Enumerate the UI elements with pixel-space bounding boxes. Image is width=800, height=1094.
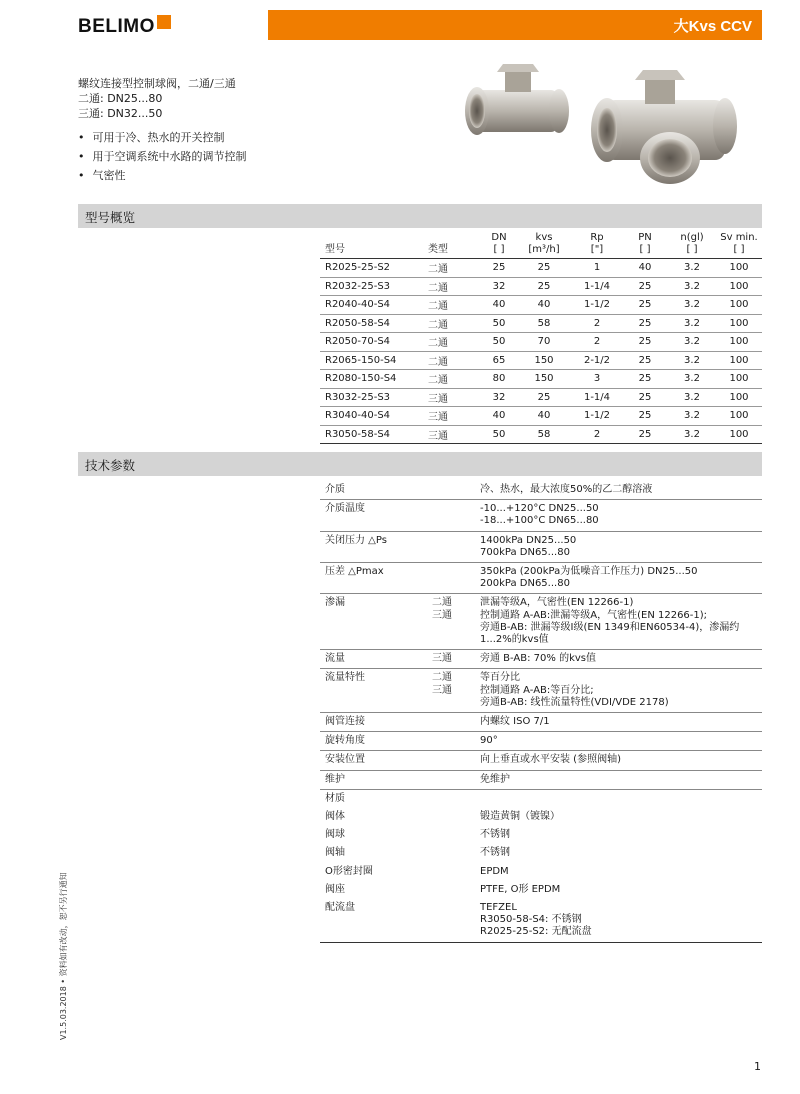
- table-cell: 3: [572, 370, 622, 389]
- page-number: 1: [754, 1060, 761, 1073]
- column-header: Rp ["]: [572, 232, 622, 259]
- table-cell: R2032-25-S3: [320, 277, 428, 296]
- tech-label: 安装位置: [325, 754, 365, 766]
- tech-row: [320, 669, 762, 713]
- table-cell: 3.2: [668, 388, 716, 407]
- table-row: [320, 351, 762, 370]
- table-cell: 100: [716, 388, 762, 407]
- tech-row: [320, 532, 762, 563]
- tech-type: [432, 503, 480, 527]
- tech-value: 锻造黄铜（镀镍）: [480, 811, 560, 823]
- table-cell: 25: [482, 259, 516, 278]
- tech-type: [432, 566, 480, 590]
- tech-value: TEFZEL R3050-58-S4: 不锈钢 R2025-25-S2: 无配流盘: [480, 902, 592, 938]
- table-cell: 1: [572, 259, 622, 278]
- tech-row: [320, 881, 762, 899]
- table-cell: 三通: [428, 407, 482, 426]
- table-cell: 3.2: [668, 277, 716, 296]
- table-row: [320, 277, 762, 296]
- table-cell: 二通: [428, 370, 482, 389]
- table-row: [320, 259, 762, 278]
- tech-value: 1400kPa DN25...50 700kPa DN65...80: [480, 534, 577, 558]
- tech-row: [320, 563, 762, 594]
- column-header: 类型: [428, 232, 482, 259]
- table-cell: 150: [516, 370, 572, 389]
- table-cell: 2: [572, 333, 622, 352]
- table-cell: 二通: [428, 314, 482, 333]
- column-header: Sv min. [ ]: [716, 232, 762, 259]
- table-cell: R3050-58-S4: [320, 425, 428, 444]
- tech-label: 关闭压力 △Ps: [325, 534, 387, 546]
- tech-value: 不锈钢: [480, 829, 510, 841]
- table-cell: 25: [622, 425, 668, 444]
- tech-label: 材质: [325, 792, 345, 804]
- table-cell: 25: [622, 407, 668, 426]
- intro-line: 三通: DN32...50: [78, 107, 163, 120]
- table-cell: 二通: [428, 259, 482, 278]
- tech-label: 阀体: [325, 811, 345, 823]
- tech-value: 不锈钢: [480, 847, 510, 859]
- section-header-overview: 型号概览: [78, 204, 762, 228]
- table-header-row: [320, 232, 762, 259]
- feature-item: • 用于空调系统中水路的调节控制: [78, 147, 247, 166]
- table-cell: R2050-58-S4: [320, 314, 428, 333]
- table-cell: 32: [482, 277, 516, 296]
- tech-label: 阀轴: [325, 847, 345, 859]
- table-cell: 1-1/4: [572, 388, 622, 407]
- table-cell: 3.2: [668, 333, 716, 352]
- tech-type: [432, 847, 480, 859]
- tech-label: O形密封圈: [325, 865, 373, 877]
- table-cell: 70: [516, 333, 572, 352]
- page-title: 大Kvs CCV: [268, 10, 762, 40]
- tech-type: [432, 884, 480, 896]
- tech-row: [320, 713, 762, 732]
- tech-label: 流量特性: [325, 672, 365, 684]
- intro-line: 螺纹连接型控制球阀，二通/三通: [78, 77, 236, 90]
- tech-type: [432, 735, 480, 747]
- tech-value: 冷、热水，最大浓度50%的乙二醇溶液: [480, 484, 653, 495]
- table-cell: R2080-150-S4: [320, 370, 428, 389]
- table-row: [320, 425, 762, 444]
- table-cell: R2050-70-S4: [320, 333, 428, 352]
- table-cell: 100: [716, 277, 762, 296]
- table-cell: 25: [622, 388, 668, 407]
- table-cell: 三通: [428, 425, 482, 444]
- tech-row: [320, 899, 762, 943]
- table-cell: 3.2: [668, 314, 716, 333]
- table-row: [320, 333, 762, 352]
- table-cell: 65: [482, 351, 516, 370]
- table-cell: 1-1/4: [572, 277, 622, 296]
- belimo-logo: BELIMO: [78, 16, 171, 38]
- tech-row: [320, 771, 762, 790]
- tech-value: [480, 793, 762, 805]
- table-cell: 1-1/2: [572, 407, 622, 426]
- table-cell: 2: [572, 314, 622, 333]
- tech-value: PTFE, O形 EPDM: [480, 883, 561, 895]
- valve-product-image: [455, 60, 755, 190]
- table-cell: 25: [516, 259, 572, 278]
- table-cell: 25: [516, 277, 572, 296]
- table-row: [320, 407, 762, 426]
- tech-value: 向上垂直或水平安装 (参照阀轴): [480, 754, 621, 766]
- column-header: 型号: [320, 232, 428, 259]
- tech-label: 阀球: [325, 829, 345, 841]
- table-cell: 40: [516, 407, 572, 426]
- tech-value: 旁通 B-AB: 70% 的kvs值: [480, 653, 597, 665]
- intro-text: [78, 76, 236, 121]
- tech-row: [320, 650, 762, 669]
- tech-value: 等百分比 控制通路 A-AB:等百分比; 旁通B-AB: 线性流量特性(VDI/VDE 2178): [480, 672, 669, 708]
- table-cell: 3.2: [668, 370, 716, 389]
- intro-line: 二通: DN25...80: [78, 92, 163, 105]
- tech-value: 泄漏等级A，气密性(EN 12266-1) 控制通路 A-AB:泄漏等级A，气密性(EN 12266-1); 旁通B-AB: 泄漏等级I级(EN 1349和EN60534-4)，渗漏约 1...2%的kvs值: [480, 597, 740, 646]
- table-row: [320, 388, 762, 407]
- table-cell: 25: [622, 277, 668, 296]
- column-header: DN [ ]: [482, 232, 516, 259]
- table-cell: R3032-25-S3: [320, 388, 428, 407]
- table-cell: R2065-150-S4: [320, 351, 428, 370]
- table-cell: 58: [516, 314, 572, 333]
- two-way-valve-icon: [465, 64, 569, 135]
- tech-label: 流量: [325, 653, 345, 665]
- tech-type: [432, 774, 480, 786]
- model-overview-table: [320, 232, 762, 444]
- table-cell: 二通: [428, 333, 482, 352]
- table-cell: 32: [482, 388, 516, 407]
- technical-data-table: [320, 481, 762, 943]
- tech-value: 内螺纹 ISO 7/1: [480, 716, 550, 728]
- tech-row: [320, 826, 762, 844]
- table-cell: 3.2: [668, 407, 716, 426]
- table-cell: 80: [482, 370, 516, 389]
- tech-label: 配流盘: [325, 902, 355, 914]
- table-cell: 40: [482, 407, 516, 426]
- version-note: V1.5.03.2018 • 资料如有改动，恕不另行通知: [59, 872, 68, 1040]
- table-cell: 25: [622, 296, 668, 315]
- tech-value: 免维护: [480, 773, 510, 785]
- table-row: [320, 370, 762, 389]
- table-cell: 2-1/2: [572, 351, 622, 370]
- table-cell: 50: [482, 425, 516, 444]
- tech-row: [320, 808, 762, 826]
- table-cell: R3040-40-S4: [320, 407, 428, 426]
- tech-type: [432, 535, 480, 559]
- tech-value: -10...+120°C DN25...50 -18...+100°C DN65...80: [480, 503, 599, 527]
- table-cell: 40: [622, 259, 668, 278]
- table-cell: 100: [716, 296, 762, 315]
- table-cell: 40: [516, 296, 572, 315]
- tech-type: [432, 754, 480, 766]
- tech-row: [320, 481, 762, 500]
- table-cell: 三通: [428, 388, 482, 407]
- table-cell: 50: [482, 333, 516, 352]
- tech-label: 介质: [325, 484, 345, 495]
- table-cell: 100: [716, 370, 762, 389]
- table-cell: 二通: [428, 296, 482, 315]
- column-header: PN [ ]: [622, 232, 668, 259]
- table-cell: 二通: [428, 277, 482, 296]
- section-header-tech: 技术参数: [78, 452, 762, 476]
- table-cell: 150: [516, 351, 572, 370]
- tech-type: 三通: [432, 653, 452, 665]
- tech-type: [432, 811, 480, 823]
- tech-row: [320, 790, 762, 808]
- tech-type: [432, 793, 480, 805]
- three-way-valve-icon: [591, 70, 737, 184]
- table-cell: 25: [622, 351, 668, 370]
- table-cell: 40: [482, 296, 516, 315]
- tech-row: [320, 844, 762, 862]
- table-cell: 100: [716, 407, 762, 426]
- tech-type: [432, 902, 480, 939]
- tech-type: [432, 484, 480, 496]
- table-cell: 3.2: [668, 259, 716, 278]
- tech-value: EPDM: [480, 865, 509, 877]
- table-cell: 100: [716, 351, 762, 370]
- column-header: n(gl) [ ]: [668, 232, 716, 259]
- tech-label: 阀管连接: [325, 716, 365, 728]
- table-cell: 3.2: [668, 351, 716, 370]
- tech-type: [432, 829, 480, 841]
- tech-row: [320, 500, 762, 531]
- tech-label: 压差 △Pmax: [325, 566, 384, 578]
- table-cell: 100: [716, 259, 762, 278]
- table-cell: R2025-25-S2: [320, 259, 428, 278]
- table-cell: 1-1/2: [572, 296, 622, 315]
- table-cell: 3.2: [668, 425, 716, 444]
- table-row: [320, 314, 762, 333]
- tech-row: [320, 594, 762, 650]
- feature-item: • 气密性: [78, 166, 247, 185]
- table-row: [320, 296, 762, 315]
- table-cell: 25: [622, 314, 668, 333]
- table-cell: 100: [716, 333, 762, 352]
- tech-value: 350kPa (200kPa为低噪音工作压力) DN25...50 200kPa DN65...80: [480, 566, 698, 590]
- tech-label: 维护: [325, 773, 345, 785]
- tech-label: 阀座: [325, 883, 345, 895]
- feature-list: [78, 128, 247, 185]
- table-cell: 58: [516, 425, 572, 444]
- tech-value: 90°: [480, 735, 498, 747]
- table-cell: 二通: [428, 351, 482, 370]
- table-cell: 25: [516, 388, 572, 407]
- tech-label: 渗漏: [325, 597, 345, 609]
- table-cell: 100: [716, 425, 762, 444]
- table-cell: 2: [572, 425, 622, 444]
- tech-type: 二通 三通: [432, 672, 452, 696]
- feature-item: • 可用于冷、热水的开关控制: [78, 128, 247, 147]
- table-cell: 50: [482, 314, 516, 333]
- tech-row: [320, 863, 762, 881]
- table-cell: 25: [622, 333, 668, 352]
- table-cell: R2040-40-S4: [320, 296, 428, 315]
- tech-row: [320, 732, 762, 751]
- tech-type: [432, 716, 480, 728]
- tech-row: [320, 751, 762, 770]
- tech-type: [432, 866, 480, 878]
- tech-label: 旋转角度: [325, 735, 365, 747]
- table-cell: 3.2: [668, 296, 716, 315]
- table-cell: 100: [716, 314, 762, 333]
- tech-label: 介质温度: [325, 503, 365, 515]
- column-header: kvs [m³/h]: [516, 232, 572, 259]
- table-cell: 25: [622, 370, 668, 389]
- logo-mark-icon: [157, 15, 171, 29]
- tech-type: 二通 三通: [432, 597, 452, 621]
